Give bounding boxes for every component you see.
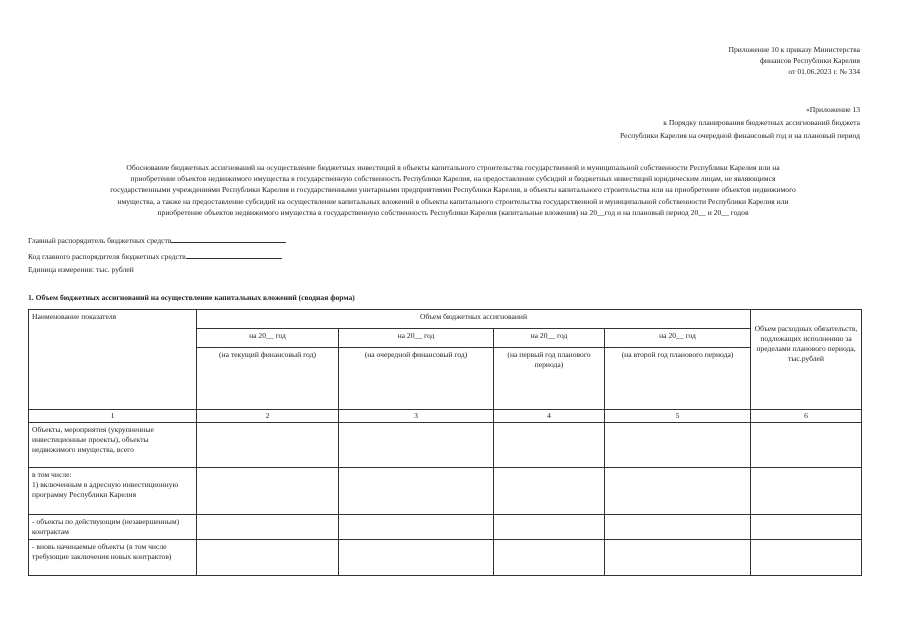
table-row <box>29 515 862 540</box>
header-period-next: (на очередной финансовый год) <box>339 348 494 410</box>
order-reference-line1: Приложение 10 к приказу Министерства <box>728 45 860 54</box>
manager-blank[interactable] <box>171 234 286 243</box>
table-row <box>29 423 862 468</box>
header-period-plan2: (на второй год планового периода) <box>605 348 751 410</box>
column-number: 3 <box>339 410 494 423</box>
header-budget-group: Объем бюджетных ассигнований <box>197 310 751 329</box>
appendix-line3: Республики Карелия на очередной финансовый год и на плановый период <box>620 131 860 140</box>
value-cell[interactable] <box>339 468 494 515</box>
value-cell[interactable] <box>197 468 339 515</box>
appendix-line2: к Порядку планирования бюджетных ассигнований бюджета <box>663 118 860 127</box>
row-label: - объекты по действующим (незавершенным) контрактам <box>29 515 197 540</box>
budget-table <box>28 309 862 576</box>
column-number: 5 <box>605 410 751 423</box>
row-label: - вновь начинаемые объекты (в том числе требующие заключения новых контрактов) <box>29 540 197 576</box>
table-row <box>29 540 862 576</box>
manager-label: Главный распорядитель бюджетных средств <box>28 236 172 245</box>
document-title-line5: приобретение объектов недвижимого имущества в государственную собственность Республики Карелия (капитальные вложения) на 20__год и на плановый период 20__ и 20__ годов <box>157 208 749 217</box>
manager-code-field <box>28 250 282 262</box>
header-indicator-name: Наименование показателя <box>29 310 197 410</box>
header-year-plan1: на 20__ год <box>494 329 605 348</box>
manager-code-label: Код главного распорядителя бюджетных средств <box>28 252 186 261</box>
column-number: 6 <box>751 410 862 423</box>
row-label: Объекты, мероприятия (укрупненные инвестиционные проекты), объекты недвижимого имущества, всего <box>29 423 197 468</box>
column-number: 1 <box>29 410 197 423</box>
column-number: 2 <box>197 410 339 423</box>
value-cell[interactable] <box>197 423 339 468</box>
value-cell[interactable] <box>751 423 862 468</box>
value-cell[interactable] <box>494 540 605 576</box>
appendix-line1: «Приложение 13 <box>805 105 860 114</box>
value-cell[interactable] <box>494 515 605 540</box>
order-reference-line2: финансов Республики Карелия <box>760 56 860 65</box>
header-year-plan2: на 20__ год <box>605 329 751 348</box>
value-cell[interactable] <box>605 423 751 468</box>
value-cell[interactable] <box>751 540 862 576</box>
value-cell[interactable] <box>605 515 751 540</box>
value-cell[interactable] <box>339 423 494 468</box>
header-year-current: на 20__ год <box>197 329 339 348</box>
value-cell[interactable] <box>197 515 339 540</box>
column-number: 4 <box>494 410 605 423</box>
document-title-line1: Обоснование бюджетных ассигнований на осуществление бюджетных инвестиций в объекты капитального строительства государственной и муниципальной собственности Республики Карелия или на <box>126 163 780 172</box>
value-cell[interactable] <box>339 515 494 540</box>
header-year-next: на 20__ год <box>339 329 494 348</box>
manager-field <box>28 234 286 246</box>
document-title-line3: государственными учреждениями Республики Карелия и государственными унитарными предприятиями Республики Карелия, в объекты капитального строительства или на приобретение объектов недвижимого <box>110 185 796 194</box>
value-cell[interactable] <box>494 423 605 468</box>
order-reference-line3: от 01.06.2023 г. № 334 <box>788 67 860 76</box>
unit-label: Единица измерения: тыс. рублей <box>28 265 134 274</box>
value-cell[interactable] <box>339 540 494 576</box>
document-title-line4: имущества, а также на предоставление субсидий на осуществление капитальных вложений в объекты капитального строительства государственной и муниципальной собственности Республики Карелия или <box>117 197 789 206</box>
table-row <box>29 468 862 515</box>
document-title-line2: приобретение объектов недвижимого имущества в государственную собственность Республики Карелия, на предоставление субсидий и бюджетных инвестиций юридическим лицам, не являющимся <box>130 174 776 183</box>
value-cell[interactable] <box>605 468 751 515</box>
manager-code-blank[interactable] <box>186 250 282 259</box>
row-label: в том числе: 1) включенным в адресную инвестиционную программу Республики Карелия <box>29 468 197 515</box>
header-period-current: (на текущий финансовый год) <box>197 348 339 410</box>
header-beyond-period: Объем расходных обязательств, подлежащих исполнению за пределами планового периода, тыс.рублей <box>751 310 862 410</box>
header-period-plan1: (на первый год планового периода) <box>494 348 605 410</box>
value-cell[interactable] <box>751 468 862 515</box>
section-title: 1. Объем бюджетных ассигнований на осуществление капитальных вложений (сводная форма) <box>28 293 355 302</box>
value-cell[interactable] <box>494 468 605 515</box>
value-cell[interactable] <box>197 540 339 576</box>
value-cell[interactable] <box>605 540 751 576</box>
value-cell[interactable] <box>751 515 862 540</box>
